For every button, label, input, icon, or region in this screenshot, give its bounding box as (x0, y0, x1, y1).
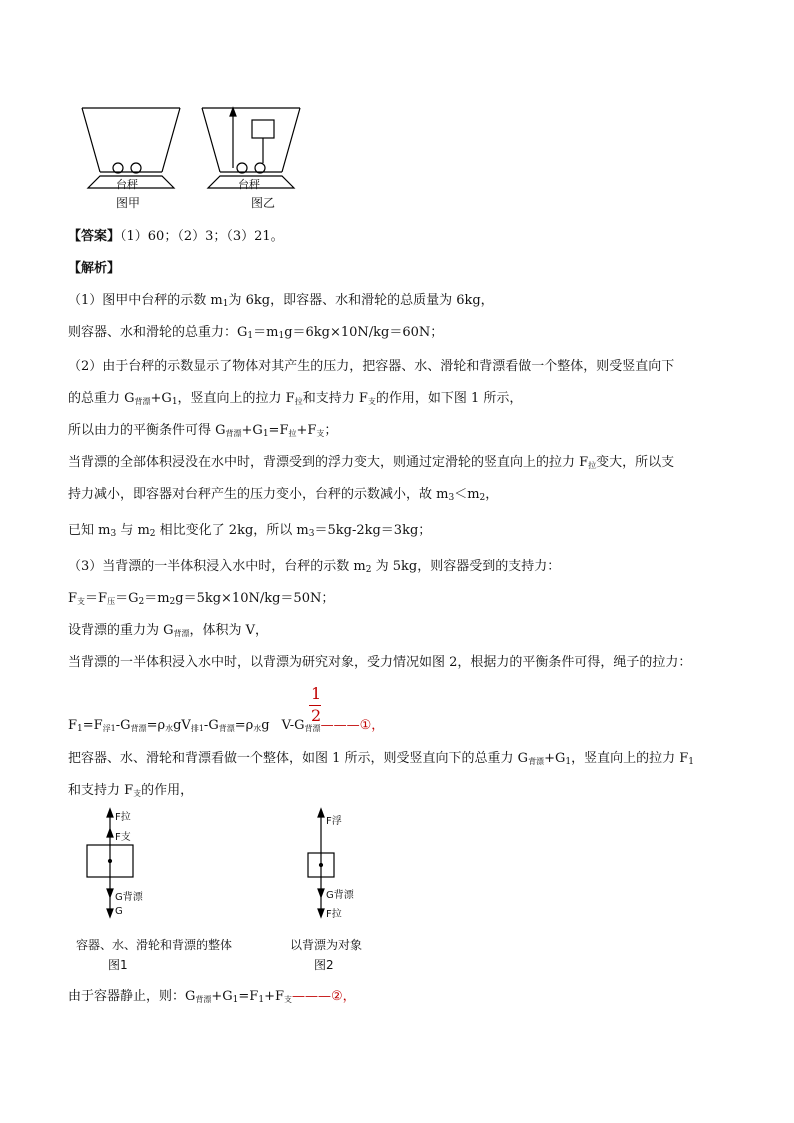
analysis-line-5: 所以由力的平衡条件可得 $G_{背漂}+G_1=F_拉+F_支$； (68, 423, 338, 439)
analysis-line-2: 则容器、水和滑轮的总重力：$G_1=m_1g=6kg\times 10N/kg=60N$； (68, 325, 444, 341)
fraction-denominator: 2 (311, 706, 322, 725)
f2-caption-2: 图2 (314, 958, 334, 972)
scale-label-yi: 台秤 (238, 178, 260, 191)
f1-label-top1: F拉 (115, 812, 131, 823)
f2-label-bot2: F拉 (326, 909, 342, 920)
analysis-tag: 【解析】 (68, 261, 121, 276)
f2-caption-1: 以背漂为对象 (290, 938, 363, 952)
fraction-numerator: 1 (311, 684, 322, 703)
force-diagrams (60, 805, 400, 925)
analysis-line-16: 由于容器静止，则：$G_{背漂}+G_1=F_1+F_支———②$， (68, 989, 356, 1005)
scale-label-jia: 台秤 (116, 178, 138, 191)
caption-yi: 图乙 (251, 196, 276, 210)
analysis-line-7: 持力减小，即容器对台秤产生的压力变小，台秤的示数减小，故 $m_3<m_2$， (68, 487, 499, 503)
caption-jia: 图甲 (116, 196, 141, 210)
analysis-line-11: 设背漂的重力为 $G_{背漂}$，体积为 V， (68, 623, 269, 638)
analysis-line-9: （3）当背漂的一半体积浸入水中时，台秤的示数 $m_2$ 为 5kg，则容器受到的支持力： (68, 559, 561, 575)
analysis-line-13: $F_1=F_{浮1}-G_{背漂}=\rho_水gV_{排1}-G_{背漂}=\rho_水g$ $V-G_{背漂}———①$， (68, 718, 385, 734)
answer-line (68, 228, 284, 246)
analysis-line-15: 和支持力 $F_支$的作用， (68, 783, 194, 798)
analysis-line-4: 的总重力 $G_{背漂}+G_1$，竖直向上的拉力 $F_拉$和支持力 $F_支$的作用，如下图 1 所示， (68, 391, 523, 407)
analysis-line-6: 当背漂的全部体积浸没在水中时，背漂受到的浮力变大，则通过定滑轮的竖直向上的拉力 $F_拉$变大，所以支 (68, 455, 675, 470)
f1-caption-2: 图1 (108, 958, 128, 972)
f1-caption-1: 容器、水、滑轮和背漂的整体 (76, 938, 233, 952)
f2-label-top: F浮 (326, 816, 342, 827)
analysis-line-8: 已知 $m_3$ 与 $m_2$ 相比变化了 2kg，所以 $m_3=5kg-2kg=3kg$； (68, 523, 432, 539)
f1-label-top2: F支 (115, 832, 131, 843)
f2-label-bot1: G背漂 (326, 890, 354, 901)
f1-label-bot2: G (115, 906, 123, 917)
answer-text: （1）60；（2）3；（3）21。 (120, 229, 284, 244)
analysis-line-10: $F_支=F_压=G_2=m_2g=5kg\times 10N/kg=50N$； (68, 591, 335, 607)
figure-scales (70, 100, 320, 200)
answer-tag: 【答案】 (68, 229, 121, 244)
analysis-line-3: （2）由于台秤的示数显示了物体对其产生的压力，把容器、水、滑轮和背漂看做一个整体，则受竖直向下 (68, 359, 675, 374)
analysis-line-12: 当背漂的一半体积浸入水中时，以背漂为研究对象，受力情况如图 2，根据力的平衡条件可得，绳子的拉力： (68, 655, 692, 670)
analysis-line-14: 把容器、水、滑轮和背漂看做一个整体，如图 1 所示，则受竖直向下的总重力 $G_{背漂}+G_1$，竖直向上的拉力 $F_1$ (68, 751, 694, 767)
analysis-line-1: （1）图甲中台秤的示数 $m_1$为 6kg，即容器、水和滑轮的总质量为 6kg， (68, 293, 494, 309)
f1-label-bot1: G背漂 (115, 892, 143, 903)
